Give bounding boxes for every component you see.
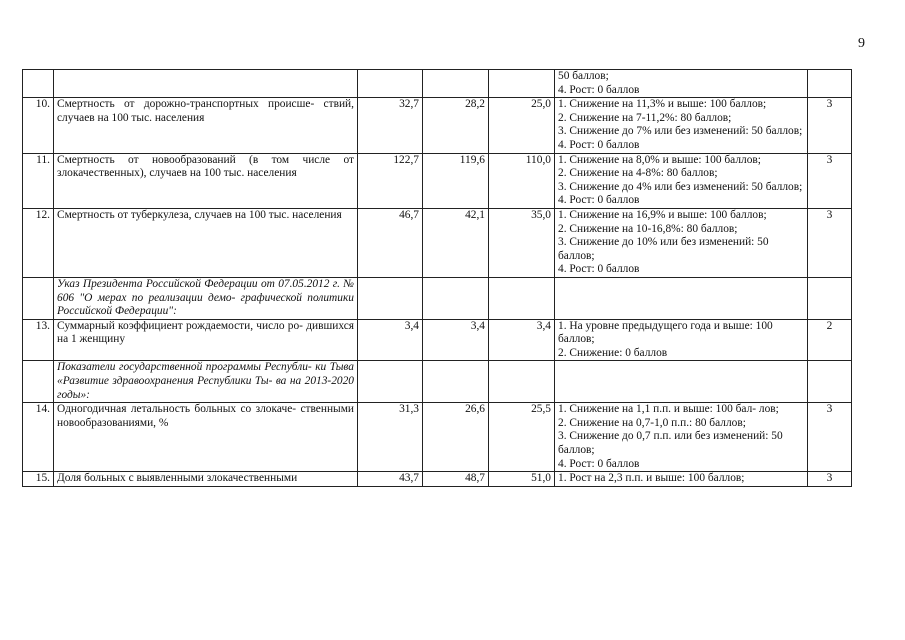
- value-base: [358, 70, 423, 98]
- table-row: [23, 319, 852, 361]
- value-target: 110,0: [489, 153, 555, 208]
- row-number: 13.: [23, 319, 54, 361]
- value-base: 46,7: [358, 208, 423, 277]
- criteria-line: 1. Снижение на 16,9% и выше: 100 баллов;: [558, 208, 767, 221]
- criteria-line: 1. На уровне предыдущего года и выше: 100 баллов;: [558, 319, 773, 346]
- indicator-name: Доля больных с выявленными злокачественными: [54, 472, 358, 487]
- value-cell: [489, 361, 555, 403]
- value-base: 32,7: [358, 98, 423, 153]
- row-number: 12.: [23, 208, 54, 277]
- section-heading: Указ Президента Российской Федерации от 07.05.2012 г. № 606 "О мерах по реализации демо- графической политики Российской Федерации":: [54, 277, 358, 319]
- weight-score: 3: [808, 153, 852, 208]
- value-base: 31,3: [358, 403, 423, 472]
- indicator-name: Одногодичная летальность больных со злокаче- ственными новообразованиями, %: [54, 403, 358, 472]
- value-base: 3,4: [358, 319, 423, 361]
- value-cell: [423, 277, 489, 319]
- table-row: [23, 153, 852, 208]
- criteria-line: 4. Рост: 0 баллов: [558, 138, 640, 151]
- criteria-line: 1. Рост на 2,3 п.п. и выше: 100 баллов;: [558, 472, 745, 485]
- table-row: [23, 403, 852, 472]
- criteria-line: 2. Снижение на 4-8%: 80 баллов;: [558, 167, 718, 180]
- value-cell: [489, 277, 555, 319]
- value-base: 122,7: [358, 153, 423, 208]
- row-number: 11.: [23, 153, 54, 208]
- value-current: 119,6: [423, 153, 489, 208]
- row-number: 15.: [23, 472, 54, 487]
- criteria-cell: [555, 361, 808, 403]
- row-number-cell: [23, 277, 54, 319]
- table-row: [23, 472, 852, 487]
- criteria-cell: [555, 98, 808, 153]
- criteria-cell: [555, 277, 808, 319]
- table-row: [23, 98, 852, 153]
- table-row: [23, 70, 852, 98]
- criteria-line: 1. Снижение на 1,1 п.п. и выше: 100 бал- лов;: [558, 403, 779, 416]
- row-number: [23, 70, 54, 98]
- criteria-line: 4. Рост: 0 баллов: [558, 457, 640, 470]
- criteria-line: 1. Снижение на 8,0% и выше: 100 баллов;: [558, 153, 761, 166]
- value-target: 35,0: [489, 208, 555, 277]
- row-number: 10.: [23, 98, 54, 153]
- value-cell: [358, 277, 423, 319]
- weight-score: 3: [808, 472, 852, 487]
- criteria-line: 2. Снижение на 10-16,8%: 80 баллов;: [558, 222, 738, 235]
- weight-cell: [808, 361, 852, 403]
- page-number: 9: [858, 36, 865, 51]
- criteria-line: 4. Рост: 0 баллов: [558, 194, 640, 207]
- weight-score: [808, 70, 852, 98]
- weight-score: 2: [808, 319, 852, 361]
- indicator-name: Смертность от дорожно-транспортных происше- ствий, случаев на 100 тыс. населения: [54, 98, 358, 153]
- row-number-cell: [23, 361, 54, 403]
- section-row: [23, 277, 852, 319]
- weight-score: 3: [808, 98, 852, 153]
- value-target: 25,0: [489, 98, 555, 153]
- criteria-line: 2. Снижение: 0 баллов: [558, 346, 668, 359]
- value-target: 25,5: [489, 403, 555, 472]
- criteria-line: 3. Снижение до 10% или без изменений: 50 баллов;: [558, 236, 769, 262]
- value-current: 26,6: [423, 403, 489, 472]
- weight-cell: [808, 277, 852, 319]
- criteria-line: 4. Рост: 0 баллов: [558, 83, 640, 96]
- value-current: [423, 70, 489, 98]
- value-current: 48,7: [423, 472, 489, 487]
- criteria-line: 2. Снижение на 0,7-1,0 п.п.: 80 баллов;: [558, 416, 746, 429]
- criteria-line: 3. Снижение до 7% или без изменений: 50 баллов;: [558, 125, 803, 138]
- indicator-name: Смертность от новообразований (в том числе от злокачественных), случаев на 100 тыс. населения: [54, 153, 358, 208]
- value-cell: [358, 361, 423, 403]
- value-target: [489, 70, 555, 98]
- criteria-cell: [555, 70, 808, 98]
- value-target: 51,0: [489, 472, 555, 487]
- value-current: 42,1: [423, 208, 489, 277]
- criteria-cell: [555, 319, 808, 361]
- indicator-name: [54, 70, 358, 98]
- criteria-line: 3. Снижение до 4% или без изменений: 50 баллов;: [558, 180, 803, 193]
- indicator-name: Суммарный коэффициент рождаемости, число ро- дившихся на 1 женщину: [54, 319, 358, 361]
- criteria-line: 2. Снижение на 7-11,2%: 80 баллов;: [558, 111, 732, 124]
- weight-score: 3: [808, 403, 852, 472]
- table-row: [23, 208, 852, 277]
- indicator-name: Смертность от туберкулеза, случаев на 100 тыс. населения: [54, 208, 358, 277]
- criteria-cell: [555, 472, 808, 487]
- value-current: 28,2: [423, 98, 489, 153]
- criteria-line: 1. Снижение на 11,3% и выше: 100 баллов;: [558, 98, 767, 111]
- criteria-line: 50 баллов;: [558, 70, 609, 82]
- value-target: 3,4: [489, 319, 555, 361]
- weight-score: 3: [808, 208, 852, 277]
- row-number: 14.: [23, 403, 54, 472]
- criteria-cell: [555, 153, 808, 208]
- section-row: [23, 361, 852, 403]
- value-cell: [423, 361, 489, 403]
- criteria-cell: [555, 403, 808, 472]
- section-heading: Показатели государственной программы Республи- ки Тыва «Развитие здравоохранения Республики Ты- ва на 2013-2020 годы»:: [54, 361, 358, 403]
- value-base: 43,7: [358, 472, 423, 487]
- criteria-line: 3. Снижение до 0,7 п.п. или без изменений: 50 баллов;: [558, 430, 783, 457]
- criteria-line: 4. Рост: 0 баллов: [558, 263, 640, 276]
- indicators-table: [22, 69, 852, 487]
- value-current: 3,4: [423, 319, 489, 361]
- criteria-cell: [555, 208, 808, 277]
